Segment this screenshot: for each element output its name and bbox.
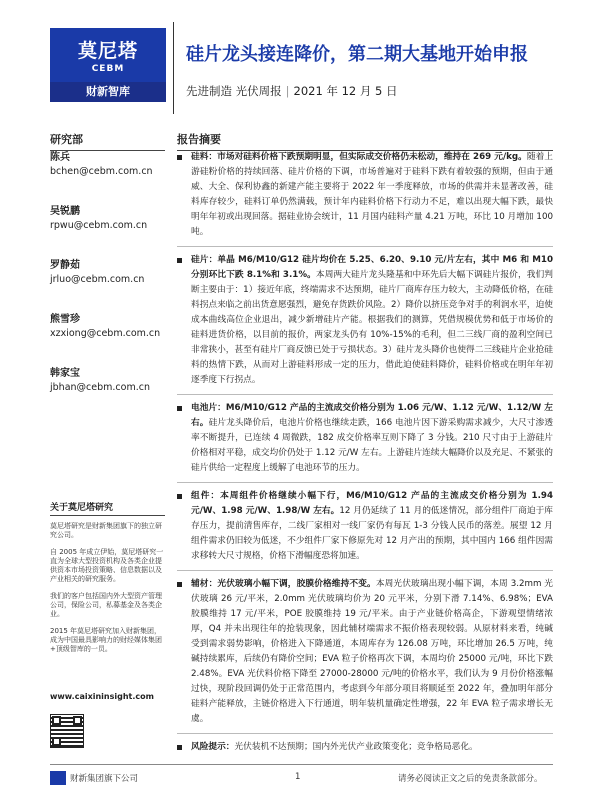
about-paragraph: 自 2005 年成立伊始，莫尼塔研究一直为全球大型投资机构及各类企业提供资本市场投资策略、信息数据以及产业相关的研究服务。 [50, 547, 164, 584]
about-paragraph: 2015 年莫尼塔研究加入财新集团，成为中国最具影响力的财经媒体集团+顶级智库的一员。 [50, 626, 162, 654]
footer-divider [50, 764, 553, 765]
summary-item-materials [177, 577, 553, 727]
analyst-name: 韩家宝 [50, 368, 80, 379]
summary-item-cell [177, 401, 553, 476]
summary-item-lead: 电池片：M6/M10/G12 产品的主流成交价格分别为 1.06 元/W、1.12 元/W、1.12/W 左右。 [191, 403, 553, 428]
logo-sub: 财新智库 [50, 82, 166, 102]
summary-item-text: 本周光伏玻璃出现小幅下调，本周 3.2mm 光伏玻璃 26 元/平米，2.0mm 光伏玻璃均价为 20 元平米，分别下滑 7.14%、6.98%；EVA 胶膜维持 17 元/平米，POE 胶膜维持 19 元/平米。由于产业链价格高企，下游观望情绪浓厚，Q4 并未出现往年的抢装现象，因此辅材端需求不振价格表现较弱。从原材料来看，纯碱受到需求弱势影响，价格进入下降通道，本周库存为 126.08 万吨，环比增加 26.5 万吨，纯碱持续累库，后续仍有降价空间；EVA 粒子价格再次下调，本周均价 25000 元/吨，环比下跌 2.48%。EVA 光伏料价格下降至 27000-28000 元/吨的价格水平，我们认为 9 月份价格涨幅过快，现阶段回调仍处于正常范围内，考虑到今年部分项目将顺延至 2022 年，叠加明年部分硅料产能释放，主链价格进入下行通道，明年装机量确定性增强，22 年 EVA 粒子需求增长无虞。 [191, 579, 553, 724]
bullet-icon [177, 582, 182, 587]
about-paragraph: 我们的客户包括国内外大型资产管理公司，保险公司，私募基金及各类企业。 [50, 591, 162, 619]
bullet-icon [177, 494, 182, 499]
analyst-entry [50, 258, 160, 287]
divider [177, 394, 553, 395]
summary-item-module [177, 489, 553, 564]
summary-item-wafer [177, 253, 553, 388]
divider [177, 246, 553, 247]
summary-item-text: 本周两大硅片龙头隆基和中环先后大幅下调硅片报价，我们判断主要由于：1）接近年底，终端需求不达预期，硅片厂商库存压力较大，主动降低价格，在硅料拐点来临之前出货意愿强烈，避免存货跌价风险。2）降价以挤压竞争对手的利润水平，迫使成本曲线高位企业退出，减少新增硅片产能。根据我们的测算，凭借规模优势和低于市场价的硅料进货价格，以目前的报价，两家龙头仍有 10%-15%的毛利，但二三线厂商的盈利空间已非常狭小，甚至有硅片厂商反馈已处于亏损状态。3）硅片龙头降价也使得二三线硅片企业抢硅料的热情下跌，从而对上游硅料形成一定的压力，借此迫使硅料降价，硅料价格或在明年年初逐季度下行拐点。 [191, 270, 553, 385]
summary-item-lead: 辅材：光伏玻璃小幅下调，胶膜价格维持不变。 [191, 579, 376, 589]
report-type: 光伏周报 [235, 84, 282, 98]
analyst-list [50, 150, 160, 420]
website-link[interactable]: www.caixininsight.com [50, 692, 154, 701]
bullet-icon [177, 155, 182, 160]
report-title: 硅片龙头接连降价，第二期大基地开始申报 [186, 44, 528, 65]
analyst-email[interactable]: jbhan@cebm.com.cn [50, 382, 150, 393]
footer-logo-icon [50, 771, 66, 785]
analyst-entry [50, 366, 160, 395]
report-category: 先进制造 [186, 84, 232, 98]
summary-heading: 报告摘要 [177, 131, 553, 151]
summary-body [177, 150, 553, 761]
summary-item-text: 随着上游硅粉价格的持续回落、硅片价格的下调，市场普遍对于硅料下跌有着较强的预期，但由于通威、大全、保利协鑫的新建产能主要将于 2022 年一季度释放，市场的供需并未显著改善，硅料库存较少，硅料订单仍然满载，预计年内硅料价格下行动力不足，难以出现大幅下跌，最快明年年初或出现回落。据硅业协会统计，11 月国内硅料产量 4.21 万吨，环比 10 月增加 100 吨。 [191, 152, 553, 237]
summary-item-lead: 硅料：市场对硅料价格下跌预期明显，但实际成交价格仍未松动，维持在 269 元/kg。 [191, 152, 527, 162]
report-date: 2021 年 12 月 5 日 [293, 84, 398, 98]
analyst-name: 熊雪珍 [50, 314, 80, 325]
divider [177, 482, 553, 483]
qr-code [50, 714, 84, 748]
footer-disclaimer: 请务必阅读正文之后的免责条款部分。 [398, 774, 543, 784]
summary-item-risk [177, 740, 553, 755]
subtitle-separator: | [285, 84, 290, 98]
analyst-email[interactable]: jrluo@cebm.com.cn [50, 274, 145, 285]
analyst-name: 吴锐鹏 [50, 206, 80, 217]
bullet-icon [177, 745, 182, 750]
summary-item-text: 12 月仍延续了 11 月的低迷情况，部分组件厂商迫于库存压力，提前清售库存，二线厂家相对一线厂家仍有每瓦 1-3 分钱人民币的落差。展望 12 月组件需求仍旧较为低迷，不少组件厂家下修原先对 12 月产出的预期，其中国内 166 组件因需求移转大尺寸规格，价格下滑幅度恐将加速。 [191, 506, 553, 561]
about-section [50, 500, 165, 662]
analyst-name: 陈兵 [50, 152, 70, 163]
summary-item-polysilicon [177, 150, 553, 240]
logo [50, 28, 166, 102]
summary-item-text: 硅片龙头降价后，电池片价格也继续走跌，166 电池片因下游采购需求减少，大尺寸渗透率不断提升，已连续 4 周微跌，182 成交价格率互则下降了 3 分钱。210 尺寸由于上游硅片价格相对平稳，成交均价仍处于 1.12 元/W 左右。上游硅片连续大幅降价以及充足、不紧张的硅片供给一定程度上缓解了电池环节的压力。 [191, 418, 554, 473]
about-heading: 关于莫尼塔研究 [50, 500, 165, 516]
analyst-email[interactable]: xzxiong@cebm.com.cn [50, 328, 161, 339]
analyst-entry [50, 312, 160, 341]
analyst-email[interactable]: bchen@cebm.com.cn [50, 166, 153, 177]
divider [177, 570, 553, 571]
divider [177, 733, 553, 734]
footer-left: 财新集团旗下公司 [70, 774, 139, 784]
report-subtitle [186, 83, 398, 99]
page-number: 1 [295, 772, 301, 782]
summary-item-lead: 组件：本周组件价格继续小幅下行，M6/M10/G12 产品的主流成交价格分别为 1.94 元/W、1.98 元/W、1.98/W 左右。 [191, 491, 553, 516]
summary-item-lead: 硅片：单晶 M6/M10/G12 硅片均价在 5.25、6.20、9.10 元/片左右，其中 M6 和 M10 分别环比下跌 8.1%和 3.1%。 [191, 255, 553, 280]
bullet-icon [177, 258, 182, 263]
header-divider [173, 22, 174, 114]
summary-item-lead: 风险提示： [191, 742, 235, 752]
analyst-email[interactable]: rpwu@cebm.com.cn [50, 220, 148, 231]
analyst-entry [50, 150, 160, 179]
logo-brand: 莫尼塔 [77, 40, 138, 62]
logo-en: CEBM [91, 64, 125, 74]
analyst-entry [50, 204, 160, 233]
analyst-name: 罗静茹 [50, 260, 80, 271]
bullet-icon [177, 406, 182, 411]
research-dept-heading: 研究部 [50, 131, 165, 151]
about-paragraph: 莫尼塔研究是财新集团旗下的独立研究公司。 [50, 522, 162, 540]
summary-item-text: 光伏装机不达预期；国内外光伏产业政策变化；竞争格局恶化。 [234, 742, 478, 752]
